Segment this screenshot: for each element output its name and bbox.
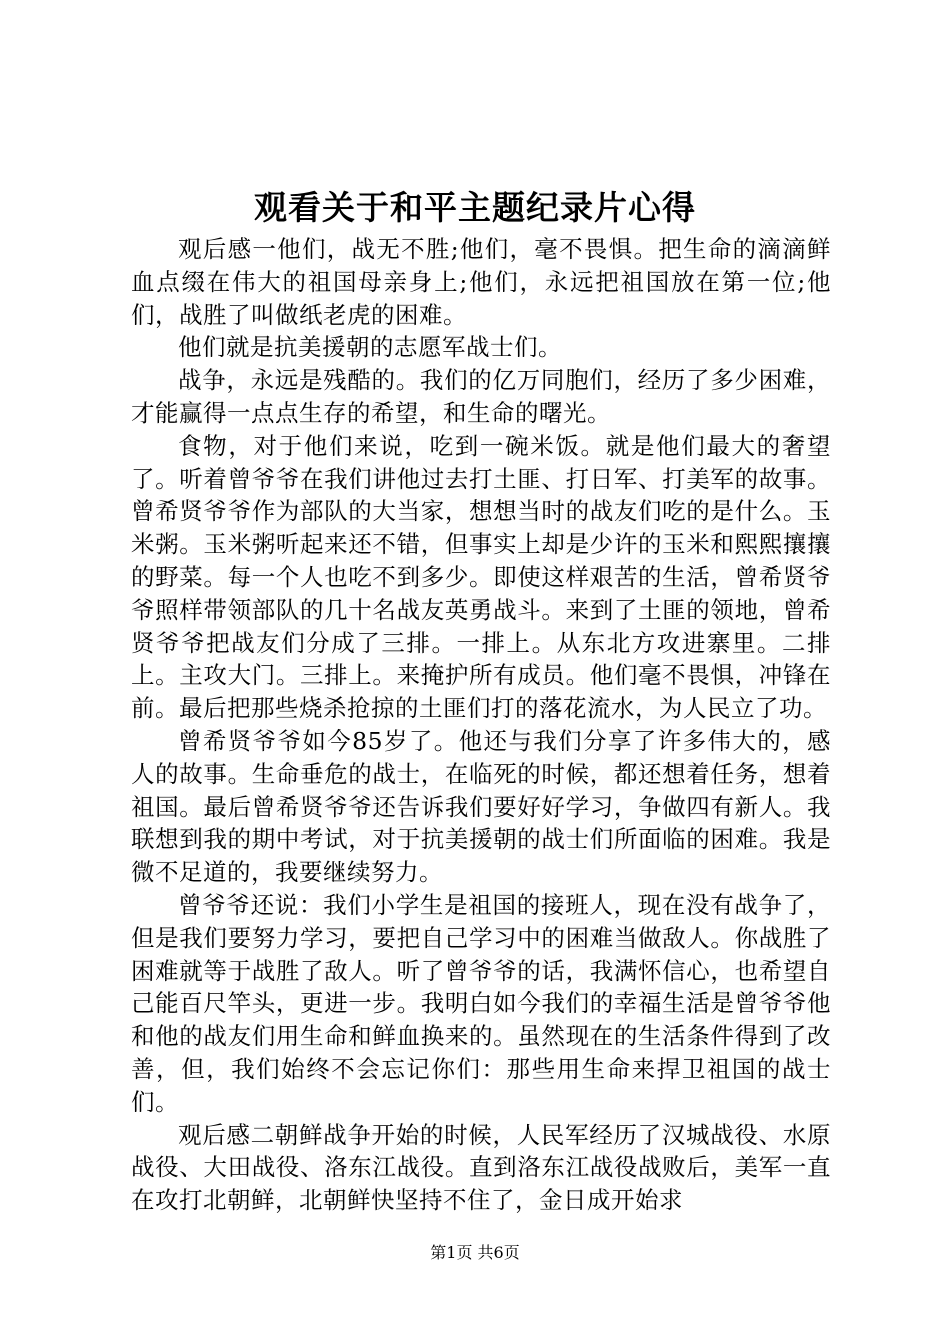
paragraph: 曾希贤爷爷如今85岁了。他还与我们分享了许多伟大的，感人的故事。生命垂危的战士，在临死的时候，都还想着任务，想着祖国。最后曾希贤爷爷还告诉我们要好好学习，争做四有新人。我联想到我的期中考试，对于抗美援朝的战士们所面临的困难。我是微不足道的，我要继续努力。 <box>131 726 831 887</box>
document-body <box>131 233 831 1217</box>
paragraph: 食物，对于他们来说，吃到一碗米饭。就是他们最大的奢望了。听着曾爷爷在我们讲他过去打土匪、打日军、打美军的故事。曾希贤爷爷作为部队的大当家，想想当时的战友们吃的是什么。玉米粥。玉米粥听起来还不错，但事实上却是少许的玉米和熙熙攘攘的野菜。每一个人也吃不到多少。即使这样艰苦的生活，曾希贤爷爷照样带领部队的几十名战友英勇战斗。来到了土匪的领地，曾希贤爷爷把战友们分成了三排。一排上。从东北方攻进寨里。二排上。主攻大门。三排上。来掩护所有成员。他们毫不畏惧，冲锋在前。最后把那些烧杀抢掠的土匪们打的落花流水，为人民立了功。 <box>131 431 831 723</box>
paragraph: 战争，永远是残酷的。我们的亿万同胞们，经历了多少困难，才能赢得一点点生存的希望，和生命的曙光。 <box>131 366 831 427</box>
paragraph: 观后感一他们，战无不胜;他们，毫不畏惧。把生命的滴滴鲜血点缀在伟大的祖国母亲身上;他们，永远把祖国放在第一位;他们，战胜了叫做纸老虎的困难。 <box>131 235 831 329</box>
paragraph: 曾爷爷还说：我们小学生是祖国的接班人，现在没有战争了，但是我们要努力学习，要把自己学习中的困难当做敌人。你战胜了困难就等于战胜了敌人。听了曾爷爷的话，我满怀信心，也希望自己能百尺竿头，更进一步。我明白如今我们的幸福生活是曾爷爷他和他的战友们用生命和鲜血换来的。虽然现在的生活条件得到了改善，但，我们始终不会忘记你们：那些用生命来捍卫祖国的战士们。 <box>131 890 831 1116</box>
paragraph: 他们就是抗美援朝的志愿军战士们。 <box>178 333 562 362</box>
paragraph: 观后感二朝鲜战争开始的时候，人民军经历了汉城战役、水原战役、大田战役、洛东江战役。直到洛东江战役战败后，美军一直在攻打北朝鲜，北朝鲜快坚持不住了，金日成开始求 <box>131 1120 831 1215</box>
page-number-footer: 第1页 共6页 <box>430 1243 520 1262</box>
document-title: 观看关于和平主题纪录片心得 <box>254 188 696 227</box>
